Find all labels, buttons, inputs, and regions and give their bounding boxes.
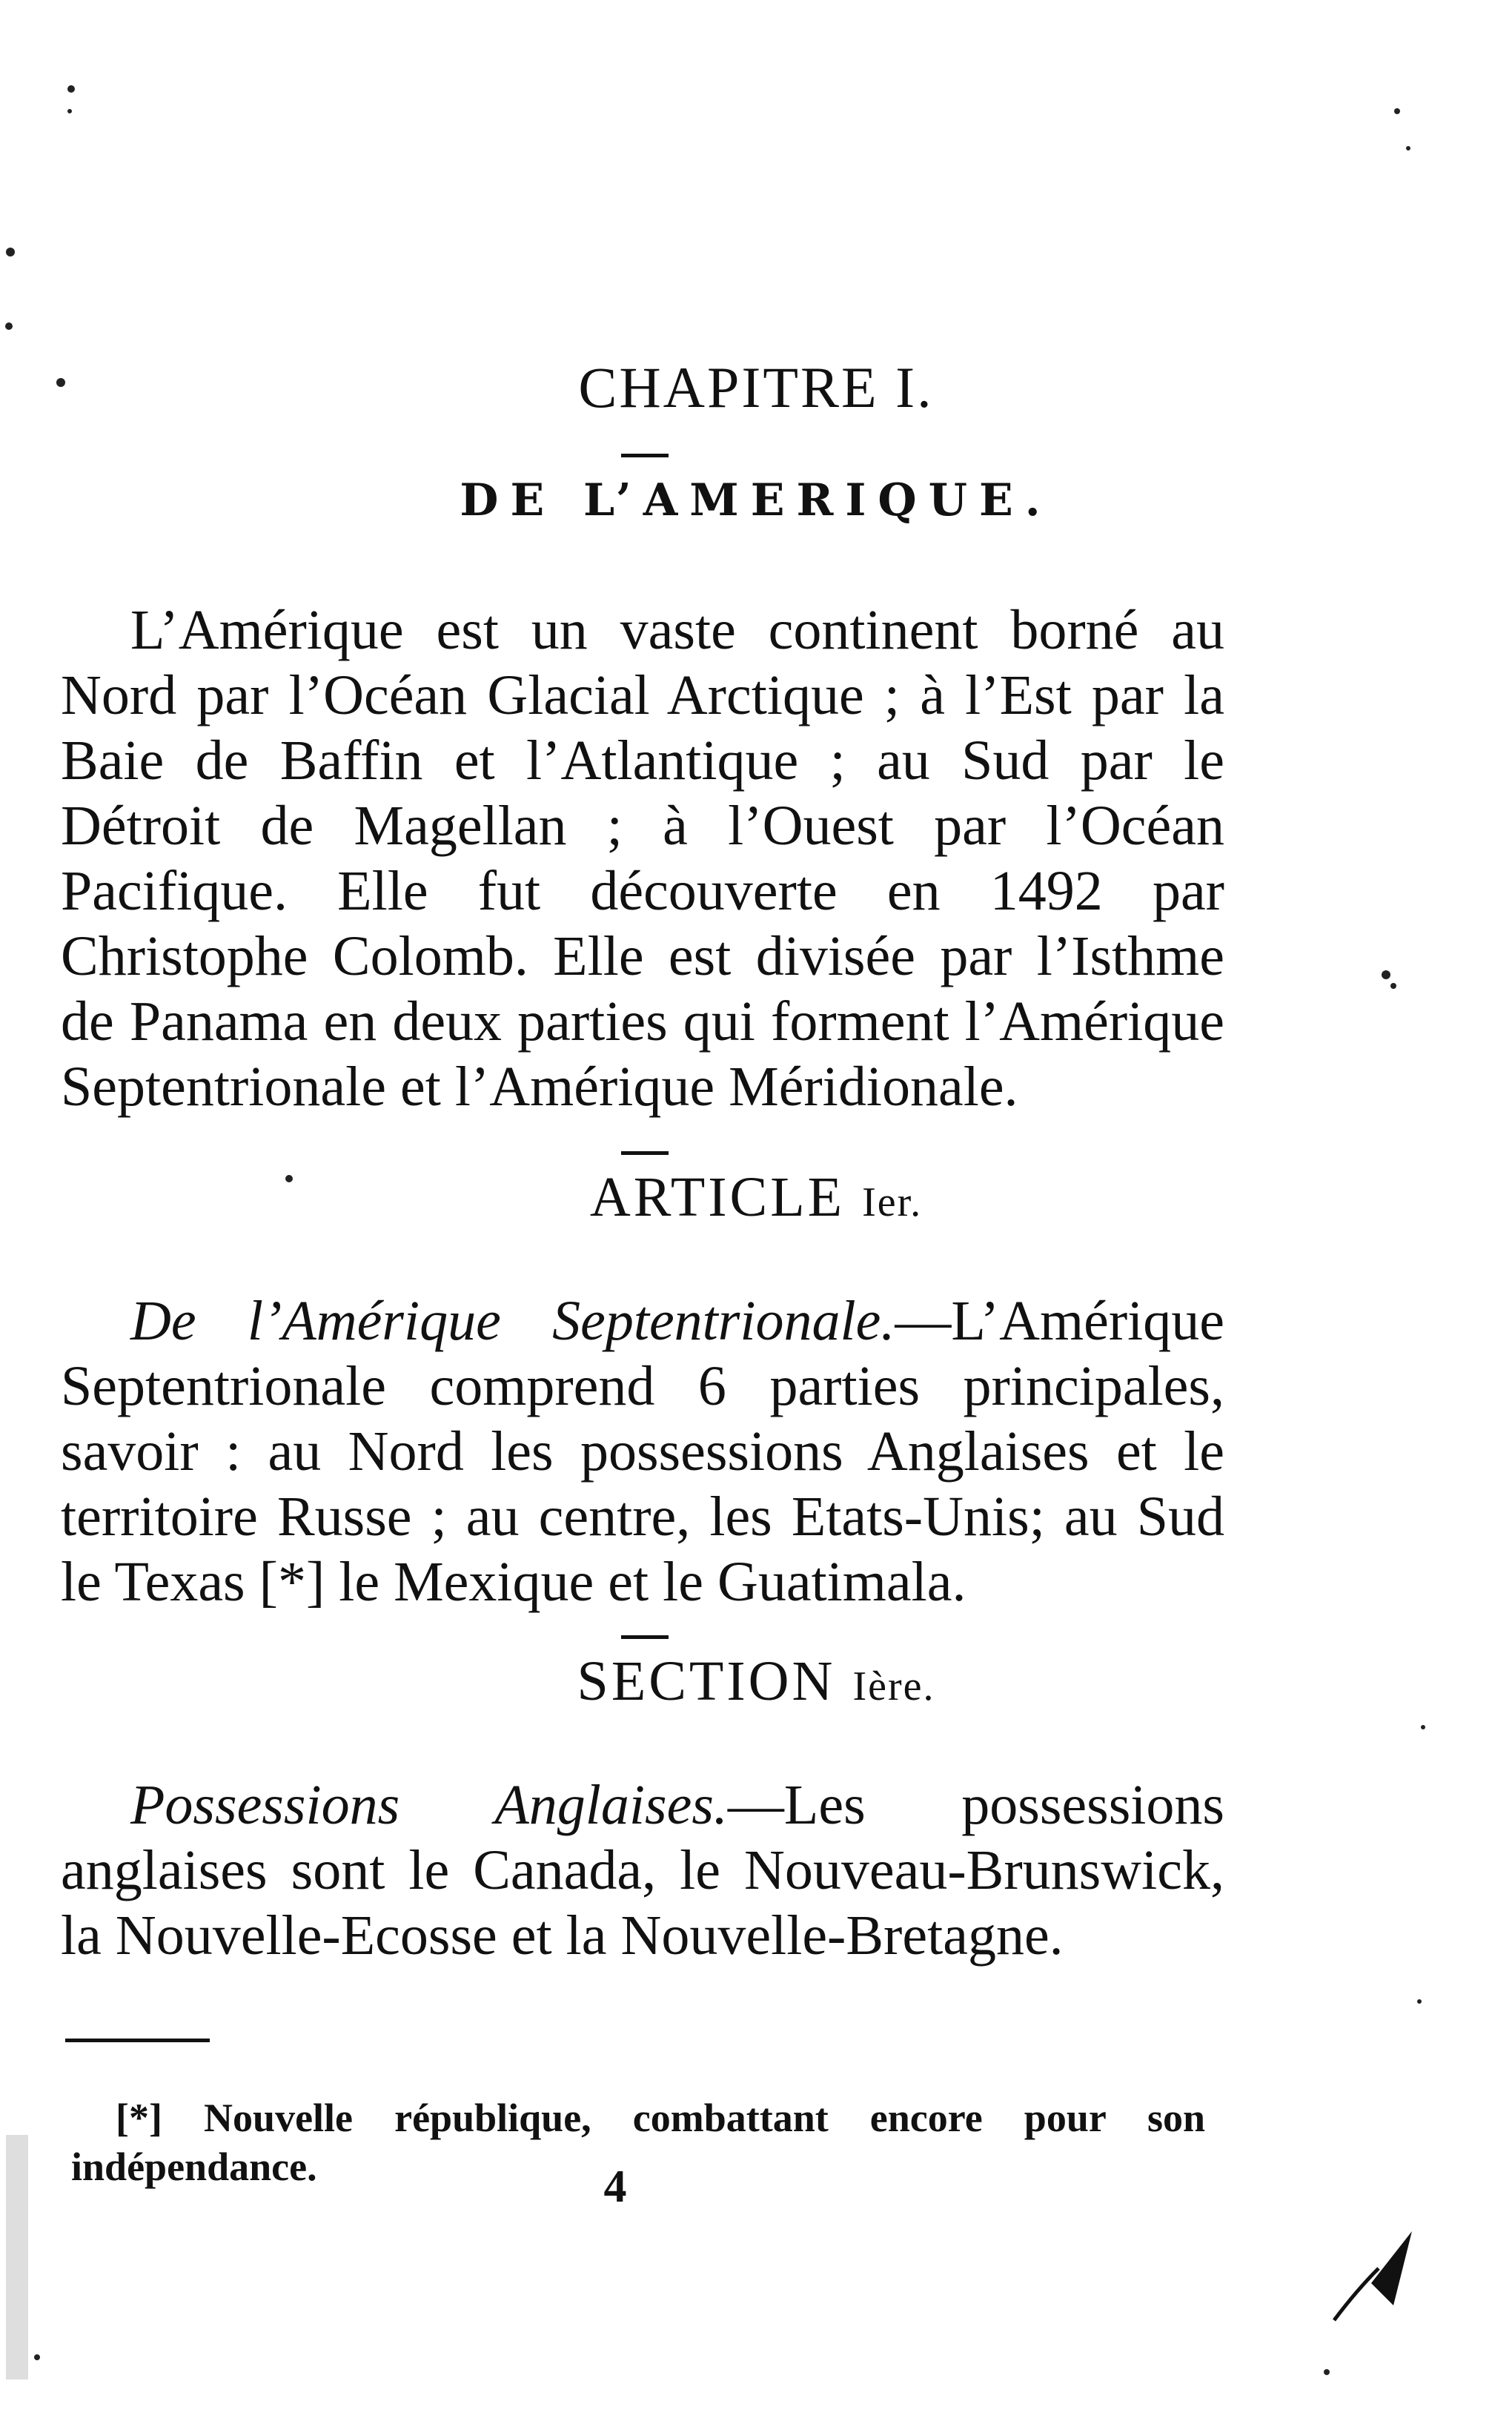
article-text: —L’Amérique Septentrionale comprend 6 parties principales, savoir : au Nord les possessions Anglaises et le territoire Russe ; au centre, les Etats-Unis; au Sud le Texas [*] le Mexique et le Guatimala. (61, 1290, 1224, 1613)
intro-paragraph: L’Amérique est un vaste continent borné au Nord par l’Océan Glacial Arctique ; à l’Est par la Baie de Baffin et l’Atlantique ; au Sud par le Détroit de Magellan ; à l’Ouest par l’Océan Pacifique. Elle fut découverte en 1492 par Christophe Colomb. Elle est divisée par l’Isthme de Panama en deux parties qui forment l’Amérique Septentrionale et l’Amérique Méridionale. (61, 599, 1224, 1118)
section-text: —Les possessions anglaises sont le Canada, le Nouveau-Brunswick, la Nouvelle-Ecosse et la Nouvelle-Bretagne. (61, 1774, 1224, 1967)
article-numeral: Ier. (862, 1179, 923, 1225)
chapter-title: CHAPITRE I. (578, 355, 934, 420)
section-lead: Possessions Anglaises. (130, 1774, 728, 1836)
article-lead: De l’Amérique Septentrionale. (130, 1290, 895, 1352)
article-word: ARTICLE (589, 1166, 846, 1228)
page-number: 4 (603, 2162, 627, 2212)
chapter-subtitle: DE L’AMERIQUE. (460, 474, 1052, 526)
section-word: SECTION (577, 1650, 836, 1712)
footnote: [*] Nouvelle république, combattant encore pour son indépendance. (71, 2096, 1205, 2189)
section-numeral: Ière. (852, 1663, 935, 1709)
